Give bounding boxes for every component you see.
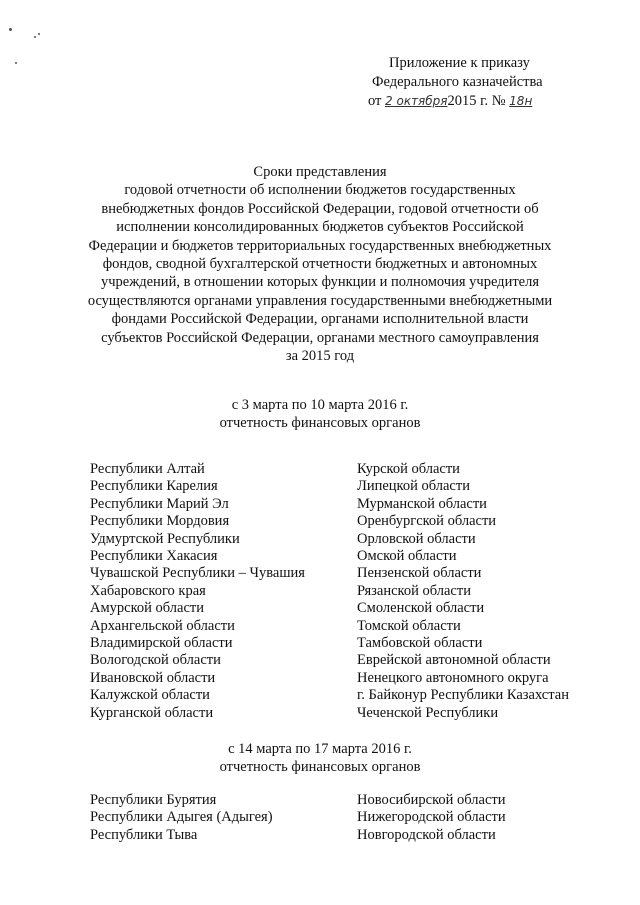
region-item: Амурской области — [90, 600, 204, 617]
section-period: с 3 марта по 10 марта 2016 г. — [231, 397, 409, 413]
title-line: Федерации и бюджетов территориальных государственных внебюджетных — [88, 237, 552, 254]
region-item: Архангельской области — [90, 617, 235, 634]
scan-speck — [15, 62, 17, 64]
header-year-number: 2015 г. № — [447, 93, 506, 109]
title-line: осуществляются органами управления государственными внебюджетными — [87, 292, 553, 309]
section-1-heading — [60, 396, 580, 432]
region-item: Томской области — [357, 617, 461, 634]
region-item: Хабаровского края — [90, 582, 206, 599]
handwritten-date: 2 октября — [385, 94, 448, 108]
region-item: Липецкой области — [357, 478, 470, 495]
title-line: за 2015 год — [285, 348, 355, 365]
region-item: Чеченской Республики — [357, 704, 499, 721]
title-line: фондов, сводной бухгалтерской отчетности бюджетных и автономных — [102, 256, 538, 273]
region-item: Курской области — [357, 461, 460, 477]
section-subtitle: отчетность финансовых органов — [219, 759, 421, 775]
title-line: исполнении консолидированных бюджетов субъектов Российской — [116, 219, 524, 236]
region-item: Ненецкого автономного округа — [357, 669, 549, 686]
section-2-right-list — [357, 792, 506, 844]
region-item: Республики Адыгея (Адыгея) — [90, 809, 273, 826]
region-item: г. Байконур Республики Казахстан — [357, 687, 569, 704]
section-2-left-list — [90, 792, 273, 844]
handwritten-order-number: 18н — [509, 94, 533, 108]
title-line: Сроки представления — [253, 164, 387, 180]
region-item: Тамбовской области — [357, 635, 483, 652]
region-item: Оренбургской области — [357, 513, 497, 530]
region-item: Орловской области — [357, 530, 476, 547]
header-line-3 — [360, 92, 600, 111]
region-item: Рязанской области — [357, 582, 471, 599]
region-item: Чувашской Республики – Чувашия — [90, 565, 305, 582]
region-item: Курганской области — [90, 704, 214, 721]
region-item: Омской области — [357, 548, 457, 565]
scan-speck — [38, 33, 40, 35]
region-item: Республики Хакасия — [90, 548, 218, 565]
region-item: Еврейской автономной области — [357, 652, 551, 669]
region-item: Мурманской области — [357, 495, 487, 512]
section-subtitle: отчетность финансовых органов — [219, 415, 421, 431]
title-line: годовой отчетности об исполнении бюджетов государственных — [124, 182, 516, 199]
header-line-2: Федерального казначейства — [372, 74, 543, 90]
scan-speck — [9, 28, 12, 31]
region-item: Вологодской области — [90, 652, 221, 669]
region-item: Республики Тыва — [90, 826, 198, 843]
section-1-left-list — [90, 461, 305, 722]
region-item: Республики Мордовия — [90, 513, 230, 530]
header-line-1: Приложение к приказу — [389, 55, 530, 71]
region-item: Новосибирской области — [357, 792, 506, 808]
scan-speck — [34, 36, 36, 38]
title-line: фондами Российской Федерации, органами исполнительной власти — [111, 311, 529, 328]
order-appendix-header — [360, 54, 600, 111]
section-2-heading — [60, 740, 580, 776]
title-line: учреждений, в отношении которых функции и полномочия учредителя — [100, 274, 540, 291]
region-item: Новгородской области — [357, 826, 496, 843]
region-item: Республики Марий Эл — [90, 495, 229, 512]
region-item: Пензенской области — [357, 565, 482, 582]
document-title — [60, 163, 580, 365]
title-line: субъектов Российской Федерации, органами местного самоуправления — [101, 329, 539, 346]
title-line: внебюджетных фондов Российской Федерации, годовой отчетности об — [101, 200, 539, 217]
region-item: Республики Алтай — [90, 461, 205, 477]
region-item: Республики Бурятия — [90, 792, 217, 808]
section-period: с 14 марта по 17 марта 2016 г. — [228, 741, 412, 757]
region-item: Калужской области — [90, 687, 210, 704]
region-item: Удмуртской Республики — [90, 530, 240, 547]
region-item: Республики Карелия — [90, 478, 218, 495]
header-date-prefix: от — [368, 93, 382, 109]
region-item: Ивановской области — [90, 669, 216, 686]
region-item: Владимирской области — [90, 635, 233, 652]
section-1-right-list — [357, 461, 569, 722]
region-item: Нижегородской области — [357, 809, 506, 826]
region-item: Смоленской области — [357, 600, 485, 617]
